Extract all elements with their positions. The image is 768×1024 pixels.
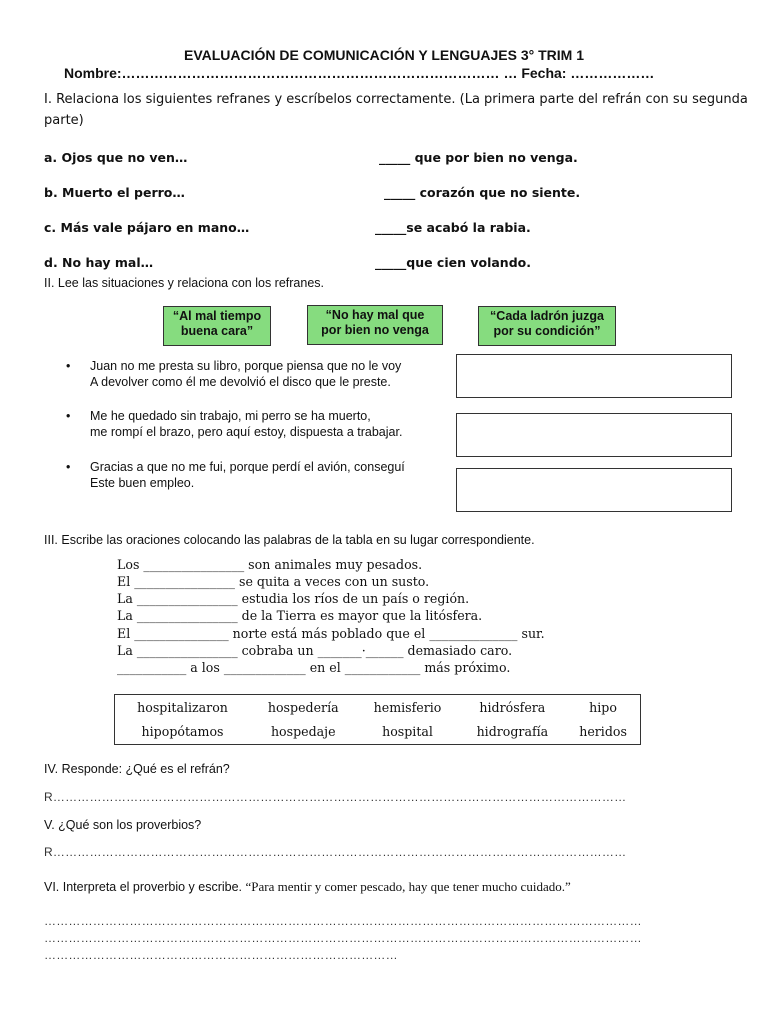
situation-3 (66, 459, 405, 491)
word-cell: hidrografía (476, 724, 549, 740)
situation-3-line2: Este buen empleo. (90, 476, 195, 490)
situation-3-line1: Gracias a que no me fui, porque perdí el avión, conseguí (90, 460, 405, 474)
section6-question-text: VI. Interpreta el proverbio y escribe. (44, 880, 243, 894)
sentence-4[interactable]: La ________________ de la Tierra es mayor que la litósfera. (117, 608, 483, 623)
section6-answer-line-1[interactable]: ………………………………………………………………………………………………………………………………… (44, 914, 642, 928)
proverb-card-2-line1: “No hay mal que (325, 308, 425, 322)
bullet-icon: • (66, 460, 71, 474)
section1-instruction-line1: I. Relaciona los siguientes refranes y escríbelos correctamente. (La primera parte del refrán con su segunda (44, 92, 748, 107)
page-title: EVALUACIÓN DE COMUNICACIÓN Y LENGUAJES 3° TRIM 1 (184, 47, 584, 63)
proverb-card-3-line1: “Cada ladrón juzga (490, 309, 604, 323)
proverb-card-3 (478, 306, 616, 346)
refran-left-c: c. Más vale pájaro en mano… (44, 220, 250, 235)
proverb-card-3-line2: por su condición” (493, 324, 601, 338)
word-cell: hipo (589, 699, 617, 715)
word-cell: hospitalizaron (137, 699, 228, 715)
refran-right-c[interactable]: _____se acabó la rabia. (375, 220, 531, 235)
refran-left-b: b. Muerto el perro… (44, 185, 185, 200)
section2-instruction: II. Lee las situaciones y relaciona con los refranes. (44, 276, 325, 290)
word-cell: hospedería (267, 699, 339, 715)
sentence-3[interactable]: La ________________ estudia los ríos de un país o región. (117, 591, 470, 606)
proverb-card-1 (163, 306, 271, 346)
sentence-2[interactable]: El ________________ se quita a veces con un susto. (117, 574, 430, 589)
word-cell: heridos (579, 724, 627, 740)
proverb-card-2 (307, 305, 443, 345)
situation-1-line2: A devolver como él me devolvió el disco que le preste. (90, 375, 391, 389)
situation-2-line2: me rompí el brazo, pero aquí estoy, dispuesta a trabajar. (90, 425, 403, 439)
proverb-card-1-line1: “Al mal tiempo (172, 309, 262, 323)
section1-instruction-line2: parte) (44, 113, 84, 128)
section6-answer-line-2[interactable]: ………………………………………………………………………………………………………………………………… (44, 931, 642, 945)
word-cell: hidrósfera (479, 699, 546, 715)
answer-box-1[interactable] (456, 354, 732, 398)
sentence-7[interactable]: ___________ a los _____________ en el ____________ más próximo. (117, 660, 511, 675)
sentence-6[interactable]: La ________________ cobraba un _______·______ demasiado caro. (117, 643, 513, 658)
situation-1 (66, 358, 401, 390)
word-cell: hipopótamos (141, 724, 224, 740)
refran-right-b[interactable]: _____ corazón que no siente. (384, 185, 581, 200)
word-cell: hospedaje (270, 724, 336, 740)
section4-question: IV. Responde: ¿Qué es el refrán? (44, 762, 230, 776)
answer-box-3[interactable] (456, 468, 732, 512)
name-date-line[interactable]: Nombre:……………………………………………………………………… … Fecha: ……………… (64, 65, 655, 81)
word-table (114, 694, 641, 745)
proverb-card-1-line2: buena cara” (180, 324, 254, 338)
refran-left-a: a. Ojos que no ven… (44, 150, 188, 165)
section5-question: V. ¿Qué son los proverbios? (44, 818, 202, 832)
situation-2 (66, 408, 402, 440)
word-cell: hospital (382, 724, 433, 740)
proverb-card-2-line2: por bien no venga (321, 323, 429, 337)
section5-answer-line[interactable]: R…………………………………………………………………………………………………………………………… (44, 845, 627, 859)
refran-left-d: d. No hay mal… (44, 255, 154, 270)
refran-right-a[interactable]: _____ que por bien no venga. (379, 150, 578, 165)
section3-instruction: III. Escribe las oraciones colocando las palabras de la tabla en su lugar correspondiente. (44, 533, 535, 547)
bullet-icon: • (66, 409, 71, 423)
refran-right-d[interactable]: _____que cien volando. (375, 255, 531, 270)
sentence-1[interactable]: Los ________________ son animales muy pesados. (117, 557, 423, 572)
situation-2-line1: Me he quedado sin trabajo, mi perro se ha muerto, (90, 409, 371, 423)
bullet-icon: • (66, 359, 71, 373)
section4-answer-line[interactable]: R…………………………………………………………………………………………………………………………… (44, 790, 627, 804)
word-cell: hemisferio (373, 699, 442, 715)
sentence-5[interactable]: El _______________ norte está más poblado que el ______________ sur. (117, 626, 545, 641)
section6-question (44, 879, 571, 895)
answer-box-2[interactable] (456, 413, 732, 457)
section6-quote: “Para mentir y comer pescado, hay que tener mucho cuidado.” (245, 879, 571, 894)
section6-answer-line-3[interactable]: …………………………………………………………………………… (44, 948, 398, 962)
situation-1-line1: Juan no me presta su libro, porque piensa que no le voy (90, 359, 402, 373)
